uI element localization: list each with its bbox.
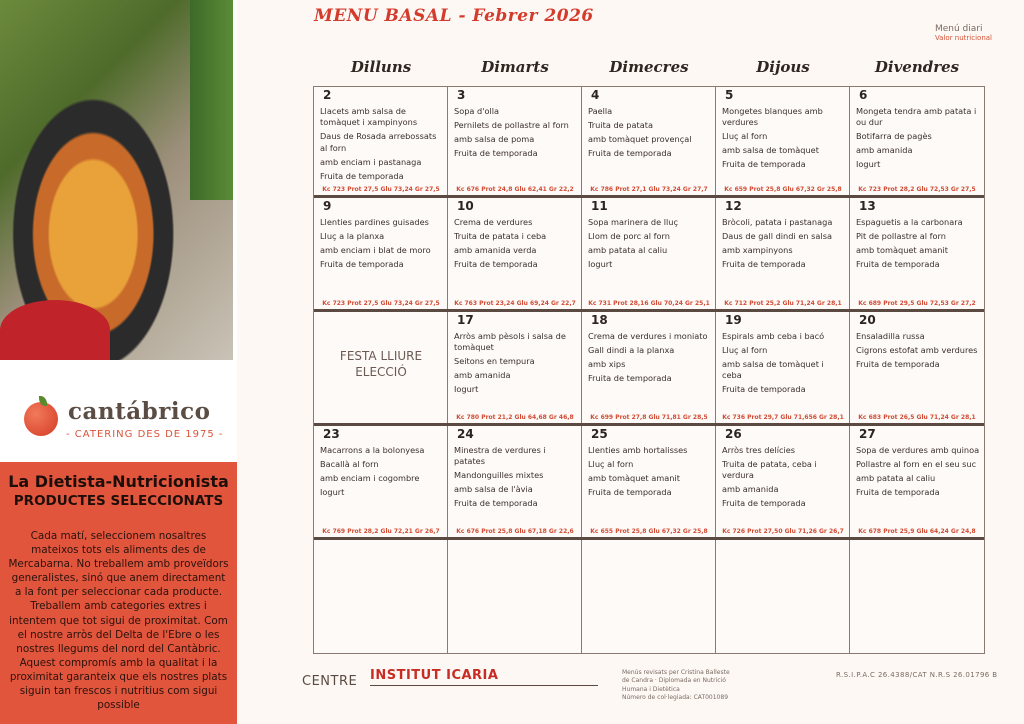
- centre-name: INSTITUT ICARIA: [370, 668, 598, 686]
- dish-item: amb salsa de tomàquet: [722, 145, 819, 155]
- brand-name: cantábrico: [68, 398, 211, 425]
- day-name: Divendres: [874, 58, 960, 76]
- revisats-line: Humana i Dietètica: [622, 685, 680, 693]
- nutrition-values: Kc 659 Prot 25,8 Glu 67,32 Gr 25,8: [724, 186, 842, 193]
- dish-item: amb amanida verda: [454, 244, 537, 255]
- day-cell: [448, 540, 582, 653]
- day-number: 24: [457, 427, 474, 441]
- revisats-line: de Candra · Diplomada en Nutrició: [622, 677, 726, 685]
- dish-item: Mandonguilles mixtes: [454, 470, 544, 480]
- nutrition-values: Kc 676 Prot 25,8 Glu 67,18 Gr 22,6: [456, 528, 574, 535]
- day-name: Dilluns: [350, 58, 412, 76]
- day-name: Dimecres: [609, 58, 689, 76]
- day-cell: [314, 312, 448, 423]
- dish-item: amb tomàquet provençal: [588, 133, 692, 144]
- day-cell: [314, 198, 448, 309]
- weekday-header: [314, 58, 985, 82]
- dish-item: amb tomàquet amanit: [588, 472, 680, 483]
- dish-item: Fruita de temporada: [856, 358, 940, 369]
- dish-item: Minestra de verdures i patates: [454, 444, 546, 466]
- dish-item: Seitons en tempura: [454, 356, 535, 366]
- day-cell: [314, 87, 448, 195]
- dish-item: amb xampinyons: [722, 244, 793, 255]
- dish-item: Fruita de temporada: [856, 258, 940, 269]
- nutrition-values: Kc 689 Prot 29,5 Glu 72,53 Gr 27,2: [858, 300, 976, 307]
- day-cell: [448, 198, 582, 309]
- nutrition-values: Kc 763 Prot 23,24 Glu 69,24 Gr 22,7: [454, 300, 576, 307]
- dish-item: Sopa marinera de lluç: [588, 216, 678, 227]
- week-row: [314, 426, 984, 540]
- day-number: 25: [591, 427, 608, 441]
- dish-item: Lluç al forn: [588, 458, 634, 469]
- dish-item: Crema de verdures i moniato: [588, 330, 708, 341]
- dish-item: Macarrons a la bolonyesa: [320, 444, 425, 455]
- day-cell: [850, 426, 984, 537]
- dish-item: Fruita de temporada: [856, 486, 940, 497]
- dish-item: Daus de gall dindi en salsa: [722, 230, 832, 241]
- dish-item: Arròs amb pèsols i salsa de tomàquet: [454, 330, 566, 352]
- nutrition-values: Kc 780 Prot 21,2 Glu 64,68 Gr 46,8: [456, 414, 574, 421]
- day-cell: [850, 87, 984, 195]
- day-cell: [314, 426, 448, 537]
- dish-item: Iogurt: [320, 486, 345, 497]
- dish-item: Iogurt: [856, 159, 881, 169]
- dish-item: amb salsa de l'àvia: [454, 484, 533, 494]
- week-row: [314, 540, 984, 653]
- day-number: 12: [725, 199, 742, 213]
- nutrition-values: Kc 655 Prot 25,8 Glu 67,32 Gr 25,8: [590, 528, 708, 535]
- dish-item: Fruita de temporada: [454, 258, 538, 269]
- left-panel: [0, 0, 237, 724]
- day-cell: [850, 540, 984, 653]
- apple-icon: [24, 402, 58, 436]
- day-cell: [850, 312, 984, 423]
- day-number: 10: [457, 199, 474, 213]
- dish-item: amb patata al caliu: [588, 244, 668, 255]
- nutritionist-box: [0, 462, 237, 724]
- dish-item: Ensaladilla russa: [856, 330, 925, 341]
- day-cell: [448, 426, 582, 537]
- dish-item: Crema de verdures: [454, 216, 533, 227]
- dish-item: Llom de porc al forn: [588, 230, 670, 241]
- day-number: 2: [323, 88, 332, 102]
- dish-item: Fruita de temporada: [722, 159, 806, 169]
- day-number: 23: [323, 427, 340, 441]
- nutritionist-heading: La Dietista-Nutricionista: [8, 472, 229, 491]
- day-number: 20: [859, 313, 876, 327]
- day-cell: [716, 312, 850, 423]
- day-number: 18: [591, 313, 608, 327]
- dish-item: amb amanida: [722, 484, 779, 494]
- nutrition-values: Kc 786 Prot 27,1 Glu 73,24 Gr 27,7: [590, 186, 708, 193]
- dish-item: amb enciam i pastanaga: [320, 156, 422, 167]
- week-row: [314, 312, 984, 426]
- day-number: 4: [591, 88, 600, 102]
- dish-item: Arròs tres delícies: [722, 444, 796, 455]
- day-number: 17: [457, 313, 474, 327]
- day-cell: [448, 87, 582, 195]
- dish-item: Fruita de temporada: [454, 498, 538, 508]
- dish-item: Botifarra de pagès: [856, 131, 932, 141]
- holiday-label: FESTA LLIURE ELECCIÓ: [339, 349, 423, 379]
- dish-item: Pernilets de pollastre al forn: [454, 119, 569, 130]
- week-row: [314, 87, 984, 198]
- dish-item: Bròcoli, patata i pastanaga: [722, 216, 833, 227]
- dish-item: amb tomàquet amanit: [856, 244, 948, 255]
- nutritionist-subheading: PRODUCTES SELECCIONATS: [13, 493, 224, 509]
- day-number: 26: [725, 427, 742, 441]
- nutrition-values: Kc 726 Prot 27,50 Glu 71,26 Gr 26,7: [722, 528, 844, 535]
- dish-item: Lluç al forn: [722, 131, 768, 141]
- dish-item: Bacallà al forn: [320, 458, 379, 469]
- day-number: 27: [859, 427, 876, 441]
- dish-item: Espaguetis a la carbonara: [856, 216, 963, 227]
- nutrition-values: Kc 676 Prot 24,8 Glu 62,41 Gr 22,2: [456, 186, 574, 193]
- dish-item: Mongeta tendra amb patata i ou dur: [856, 105, 977, 127]
- dish-item: Llacets amb salsa de tomàquet i xampinyons: [320, 105, 418, 127]
- centre-label: CENTRE: [302, 674, 358, 689]
- dish-item: amb patata al caliu: [856, 472, 936, 483]
- dish-item: Truita de patata, ceba i verdura: [722, 458, 817, 480]
- valor-nutricional-text: Valor nutricional: [934, 34, 992, 42]
- nutrition-values: Kc 769 Prot 28,2 Glu 72,21 Gr 26,7: [322, 528, 440, 535]
- dish-item: Lluç al forn: [722, 344, 768, 355]
- menu-title: MENU BASAL - Febrer 2026: [314, 6, 594, 26]
- brand-tagline: - CATERING DES DE 1975 -: [66, 429, 224, 440]
- day-number: 6: [859, 88, 868, 102]
- dish-item: Iogurt: [454, 384, 479, 394]
- dish-item: Fruita de temporada: [588, 486, 672, 497]
- dish-item: amb salsa de tomàquet i ceba: [722, 358, 824, 380]
- revisats-line: Número de col·legiada: CAT001089: [622, 694, 729, 702]
- nutrition-values: Kc 723 Prot 27,5 Glu 73,24 Gr 27,5: [322, 186, 440, 193]
- day-cell: [582, 426, 716, 537]
- dish-item: Sopa de verdures amb quinoa: [856, 444, 980, 455]
- nutrition-values: Kc 699 Prot 27,8 Glu 71,81 Gr 28,5: [590, 414, 708, 421]
- food-photo: [0, 0, 233, 360]
- day-cell: [582, 540, 716, 653]
- menu-diari-text: Menú diari: [934, 24, 983, 34]
- dish-item: amb xips: [588, 358, 626, 369]
- nutrition-values: Kc 736 Prot 29,7 Glu 71,656 Gr 28,1: [722, 414, 844, 421]
- nutrition-values: Kc 723 Prot 28,2 Glu 72,53 Gr 27,5: [858, 186, 976, 193]
- day-name: Dimarts: [481, 58, 549, 76]
- menu-calendar: [313, 86, 985, 654]
- dish-item: Daus de Rosada arrebossats al forn: [320, 131, 437, 153]
- day-number: 9: [323, 199, 332, 213]
- day-cell: [582, 312, 716, 423]
- dish-item: Fruita de temporada: [588, 147, 672, 158]
- day-name: Dijous: [756, 58, 810, 76]
- dish-item: Truita de patata: [588, 119, 653, 130]
- dish-item: Cigrons estofat amb verdures: [856, 344, 978, 355]
- dish-item: Fruita de temporada: [454, 147, 538, 158]
- day-cell: [850, 198, 984, 309]
- dish-item: Fruita de temporada: [722, 384, 806, 394]
- day-cell: [448, 312, 582, 423]
- dish-item: Sopa d'olla: [454, 105, 500, 116]
- day-cell: [716, 426, 850, 537]
- dish-item: amb amanida: [856, 145, 913, 155]
- day-cell: [582, 87, 716, 195]
- nutrition-values: Kc 678 Prot 25,9 Glu 64,24 Gr 24,8: [858, 528, 976, 535]
- week-row: [314, 198, 984, 312]
- dish-item: amb amanida: [454, 370, 511, 380]
- dish-item: Fruita de temporada: [320, 258, 404, 269]
- revisats-note: [622, 669, 730, 703]
- nutritionist-text: Cada matí, seleccionem nosaltres mateixos tots els aliments des de Mercabarna. No treballem amb proveïdors generalistes, sinó que anem directament a la font per seleccionar cada producte. Treballem amb categories extres i intentem que tot sigui de proximitat. Com el nostre arròs del Delta de l'Ebre o les nostres llegums del nord del Cantàbric. Aquest compromís amb la qualitat i la proximitat garanteix que els nostres plats siguin tan frescos i nutritius com sigui possible: [8, 530, 229, 712]
- nutrition-values: Kc 683 Prot 26,5 Glu 71,24 Gr 28,1: [858, 414, 976, 421]
- dish-item: Fruita de temporada: [722, 498, 806, 508]
- dish-item: Lluç a la planxa: [320, 230, 385, 241]
- dish-item: amb salsa de poma: [454, 133, 535, 144]
- day-cell: [716, 198, 850, 309]
- dish-item: Mongetes blanques amb verdures: [722, 105, 823, 127]
- day-cell: [716, 87, 850, 195]
- dish-item: Fruita de temporada: [320, 170, 404, 181]
- menu-diari-label: [935, 24, 992, 42]
- dish-item: amb enciam i blat de moro: [320, 244, 431, 255]
- dish-item: Truita de patata i ceba: [454, 230, 547, 241]
- day-number: 3: [457, 88, 466, 102]
- nutrition-values: Kc 723 Prot 27,5 Glu 73,24 Gr 27,5: [322, 300, 440, 307]
- revisats-line: Menús revisats per Cristina Balleste: [622, 669, 730, 676]
- day-number: 5: [725, 88, 734, 102]
- dish-item: Gall dindi a la planxa: [588, 344, 675, 355]
- day-number: 19: [725, 313, 742, 327]
- brand-logo: [24, 398, 224, 448]
- red-pot-decoration: [0, 300, 110, 360]
- dish-item: Llenties pardines guisades: [320, 216, 429, 227]
- nutrition-values: Kc 731 Prot 28,16 Glu 70,24 Gr 25,1: [588, 300, 710, 307]
- dish-item: Fruita de temporada: [722, 258, 806, 269]
- day-cell: [716, 540, 850, 653]
- herbs-decoration: [190, 0, 233, 200]
- dish-item: Pollastre al forn en el seu suc: [856, 458, 977, 469]
- dish-item: Llenties amb hortalisses: [588, 444, 688, 455]
- day-number: 11: [591, 199, 608, 213]
- nutrition-values: Kc 712 Prot 25,2 Glu 71,24 Gr 28,1: [724, 300, 842, 307]
- dish-item: Iogurt: [588, 258, 613, 269]
- day-cell: [582, 198, 716, 309]
- registre-number: R.S.I.P.A.C 26.4388/CAT N.R.S 26.01796 B: [836, 671, 998, 679]
- day-cell: [314, 540, 448, 653]
- dish-item: Pit de pollastre al forn: [856, 230, 946, 241]
- day-number: 13: [859, 199, 876, 213]
- dish-item: Paella: [588, 105, 613, 116]
- dish-item: amb enciam i cogombre: [320, 472, 420, 483]
- dish-item: Fruita de temporada: [588, 372, 672, 383]
- dish-item: Espirals amb ceba i bacó: [722, 330, 825, 341]
